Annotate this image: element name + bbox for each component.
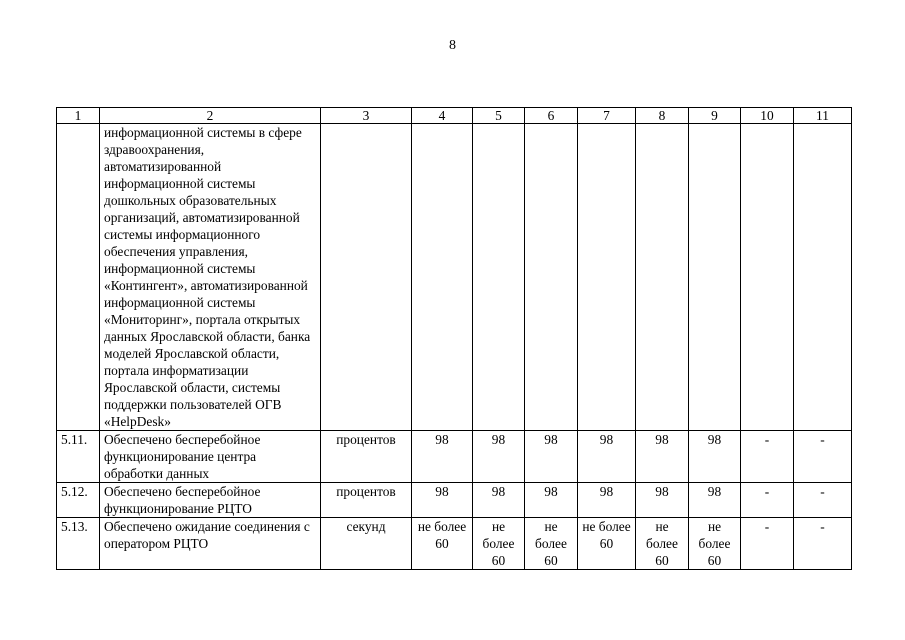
row-value: не более 60 [525,518,578,570]
header-cell: 6 [525,108,578,124]
table-row [57,431,852,483]
row-unit [321,124,412,431]
row-value [636,124,689,431]
row-value: 98 [412,431,473,483]
header-cell: 3 [321,108,412,124]
row-value: 98 [473,431,525,483]
row-value: не более 60 [412,518,473,570]
header-cell: 1 [57,108,100,124]
row-number: 5.12. [57,483,100,518]
row-value [578,124,636,431]
header-cell: 8 [636,108,689,124]
row-value: 98 [636,431,689,483]
row-value [525,124,578,431]
row-value: - [741,518,794,570]
row-number [57,124,100,431]
row-value: - [794,483,852,518]
row-value: 98 [578,483,636,518]
row-value: - [741,431,794,483]
table-row [57,483,852,518]
row-unit: процентов [321,431,412,483]
row-description: Обеспечено ожидание соединения с оператором РЦТО [100,518,321,570]
header-cell: 9 [689,108,741,124]
row-description: Обеспечено бесперебойное функционирование центра обработки данных [100,431,321,483]
row-value [741,124,794,431]
row-value: 98 [636,483,689,518]
row-value [473,124,525,431]
row-value: - [741,483,794,518]
row-unit: процентов [321,483,412,518]
row-value: 98 [578,431,636,483]
row-description: Обеспечено бесперебойное функционирование РЦТО [100,483,321,518]
row-value: 98 [473,483,525,518]
row-value: 98 [412,483,473,518]
row-value: 98 [525,483,578,518]
row-value: не более 60 [689,518,741,570]
indicators-table [56,107,852,570]
table-row [57,518,852,570]
row-value: - [794,431,852,483]
row-value [689,124,741,431]
row-number: 5.13. [57,518,100,570]
row-value: 98 [525,431,578,483]
row-value [794,124,852,431]
row-description: информационной системы в сфере здравоохранения, автоматизированной информационной системы дошкольных образовательных организаций, автоматизированной системы информационного обеспечения управления, информационной системы «Контингент», автоматизированной информационной системы «Мониторинг», портала открытых данных Ярославской области, банка моделей Ярославской области, портала информатизации Ярославской области, системы поддержки пользователей ОГВ «HelpDesk» [100,124,321,431]
row-value [412,124,473,431]
row-unit: секунд [321,518,412,570]
header-cell: 7 [578,108,636,124]
table-header-row [57,108,852,124]
header-cell: 4 [412,108,473,124]
table-row [57,124,852,431]
row-value: не более 60 [578,518,636,570]
header-cell: 5 [473,108,525,124]
row-value: 98 [689,483,741,518]
page-number: 8 [449,38,456,53]
row-number: 5.11. [57,431,100,483]
header-cell: 2 [100,108,321,124]
row-value: - [794,518,852,570]
row-value: не более 60 [636,518,689,570]
header-cell: 11 [794,108,852,124]
row-value: не более 60 [473,518,525,570]
header-cell: 10 [741,108,794,124]
row-value: 98 [689,431,741,483]
